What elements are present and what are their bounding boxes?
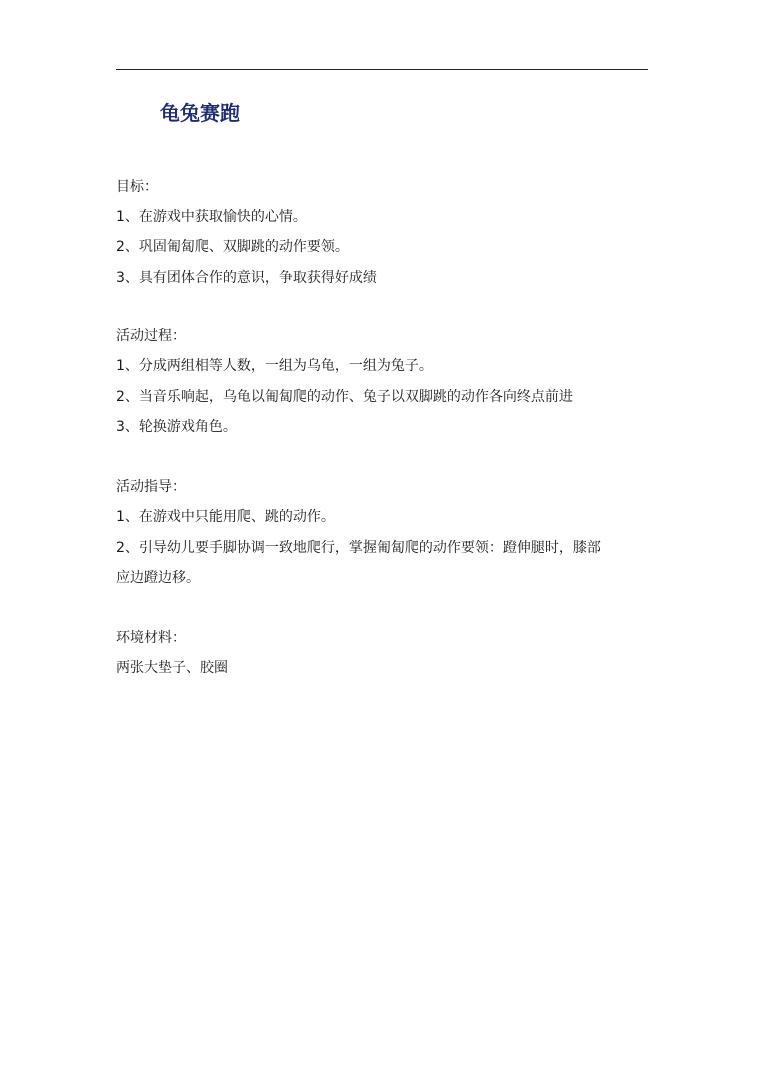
process-item: 1、分成两组相等人数，一组为乌龟，一组为兔子。 xyxy=(116,358,433,374)
document-title: 龟兔赛跑 xyxy=(160,101,240,125)
goal-item: 3、具有团体合作的意识，争取获得好成绩 xyxy=(116,270,377,286)
goal-item: 1、在游戏中获取愉快的心情。 xyxy=(116,209,307,225)
guidance-item-continuation: 应边蹬边移。 xyxy=(116,570,200,586)
section-heading-process: 活动过程： xyxy=(116,328,186,344)
process-item: 2、当音乐响起，乌龟以匍匐爬的动作、兔子以双脚跳的动作各向终点前进 xyxy=(116,389,573,405)
header-rule xyxy=(116,69,648,70)
process-item: 3、轮换游戏角色。 xyxy=(116,419,237,435)
materials-item: 两张大垫子、胶圈 xyxy=(116,660,228,676)
section-heading-goals: 目标： xyxy=(116,179,158,195)
guidance-item: 2、引导幼儿要手脚协调一致地爬行，掌握匍匐爬的动作要领：蹬伸腿时，膝部 xyxy=(116,540,601,556)
section-heading-materials: 环境材料： xyxy=(116,630,186,646)
section-heading-guidance: 活动指导： xyxy=(116,479,186,495)
goal-item: 2、巩固匍匐爬、双脚跳的动作要领。 xyxy=(116,239,349,255)
guidance-item: 1、在游戏中只能用爬、跳的动作。 xyxy=(116,509,335,525)
